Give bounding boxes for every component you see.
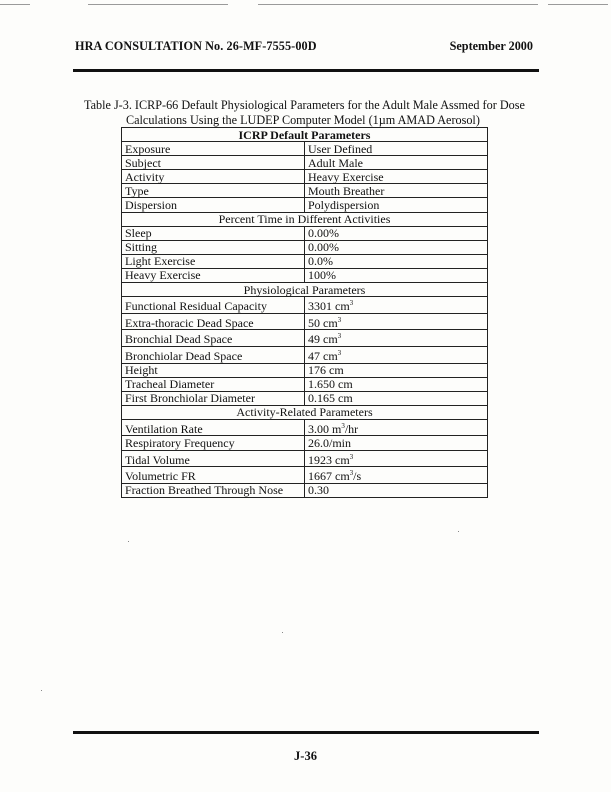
table-row — [122, 226, 488, 240]
parameter-name: Extra-thoracic Dead Space — [122, 313, 305, 330]
parameter-name: Tidal Volume — [122, 450, 305, 467]
parameter-value: 100% — [305, 268, 488, 282]
parameter-name: Volumetric FR — [122, 467, 305, 484]
table-row — [122, 254, 488, 268]
parameter-value: User Defined — [305, 142, 488, 156]
table-row — [122, 297, 488, 314]
table-row — [122, 391, 488, 405]
table-row — [122, 142, 488, 156]
parameter-name: Sitting — [122, 240, 305, 254]
parameter-name: Exposure — [122, 142, 305, 156]
parameter-name: Light Exercise — [122, 254, 305, 268]
table-row — [122, 363, 488, 377]
table-row — [122, 198, 488, 212]
parameter-name: Height — [122, 363, 305, 377]
parameter-name: Fraction Breathed Through Nose — [122, 483, 305, 497]
parameter-value: 176 cm — [305, 363, 488, 377]
table-row — [122, 419, 488, 436]
parameter-value: 49 $cm^3$ — [305, 330, 488, 347]
table-caption — [84, 98, 534, 127]
parameter-value: 50 $cm^3$ — [305, 313, 488, 330]
table-row — [122, 346, 488, 363]
parameter-name: Respiratory Frequency — [122, 436, 305, 450]
document-header-date: September 2000 — [449, 39, 533, 53]
parameter-value: 0.165 cm — [305, 391, 488, 405]
parameter-value: Mouth Breather — [305, 184, 488, 198]
table-row — [122, 377, 488, 391]
table-title-label: ICRP Default Parameters — [122, 128, 488, 142]
section-activity-related — [122, 405, 488, 419]
table-row — [122, 156, 488, 170]
section-activity-related-label: Activity-Related Parameters — [122, 405, 488, 419]
table-row — [122, 436, 488, 450]
section-percent-time-label: Percent Time in Different Activities — [122, 212, 488, 226]
section-physiological-label: Physiological Parameters — [122, 283, 488, 297]
parameter-value: 1.650 cm — [305, 377, 488, 391]
page-number: J-36 — [294, 749, 317, 763]
parameter-value: 0.30 — [305, 483, 488, 497]
parameter-name: Bronchiolar Dead Space — [122, 346, 305, 363]
parameter-value: 0.00% — [305, 226, 488, 240]
table-title — [122, 128, 488, 142]
parameter-value: 26.0/min — [305, 436, 488, 450]
header-rule — [73, 69, 539, 72]
parameter-name: Tracheal Diameter — [122, 377, 305, 391]
parameter-value: 0.0% — [305, 254, 488, 268]
caption-line-1: Table J-3. ICRP-66 Default Physiological Parameters for the Adult Male Assmed for Dose — [84, 98, 525, 112]
parameter-value: Heavy Exercise — [305, 170, 488, 184]
parameter-value: 47 $cm^3$ — [305, 346, 488, 363]
parameter-value: 1667 $cm^3/s$ — [305, 467, 488, 484]
parameter-name: Activity — [122, 170, 305, 184]
parameter-name: Heavy Exercise — [122, 268, 305, 282]
parameter-name: Sleep — [122, 226, 305, 240]
footer-rule — [73, 731, 539, 734]
table-row — [122, 467, 488, 484]
parameter-value: 0.00% — [305, 240, 488, 254]
table-row — [122, 483, 488, 497]
parameter-name: Bronchial Dead Space — [122, 330, 305, 347]
table-row — [122, 313, 488, 330]
table-row — [122, 184, 488, 198]
table-row — [122, 450, 488, 467]
parameter-name: Functional Residual Capacity — [122, 297, 305, 314]
section-physiological — [122, 283, 488, 297]
scan-top-edge — [0, 2, 611, 8]
parameter-value: Polydispersion — [305, 198, 488, 212]
table-row — [122, 170, 488, 184]
table-row — [122, 330, 488, 347]
section-percent-time — [122, 212, 488, 226]
parameter-value: 3301 $cm^3$ — [305, 297, 488, 314]
document-header-title: HRA CONSULTATION No. 26-MF-7555-00D — [75, 39, 317, 53]
table-row — [122, 240, 488, 254]
caption-line-2: Calculations Using the LUDEP Computer Model (1µm AMAD Aerosol) — [126, 112, 480, 127]
parameter-value: 3.00 $m^3/hr$ — [305, 419, 488, 436]
parameter-name: First Bronchiolar Diameter — [122, 391, 305, 405]
parameter-name: Subject — [122, 156, 305, 170]
parameter-value: 1923 $cm^3$ — [305, 450, 488, 467]
parameter-name: Type — [122, 184, 305, 198]
icrp-parameters-table — [121, 127, 488, 498]
parameter-name: Dispersion — [122, 198, 305, 212]
parameter-name: Ventilation Rate — [122, 419, 305, 436]
parameter-value: Adult Male — [305, 156, 488, 170]
table-row — [122, 268, 488, 282]
